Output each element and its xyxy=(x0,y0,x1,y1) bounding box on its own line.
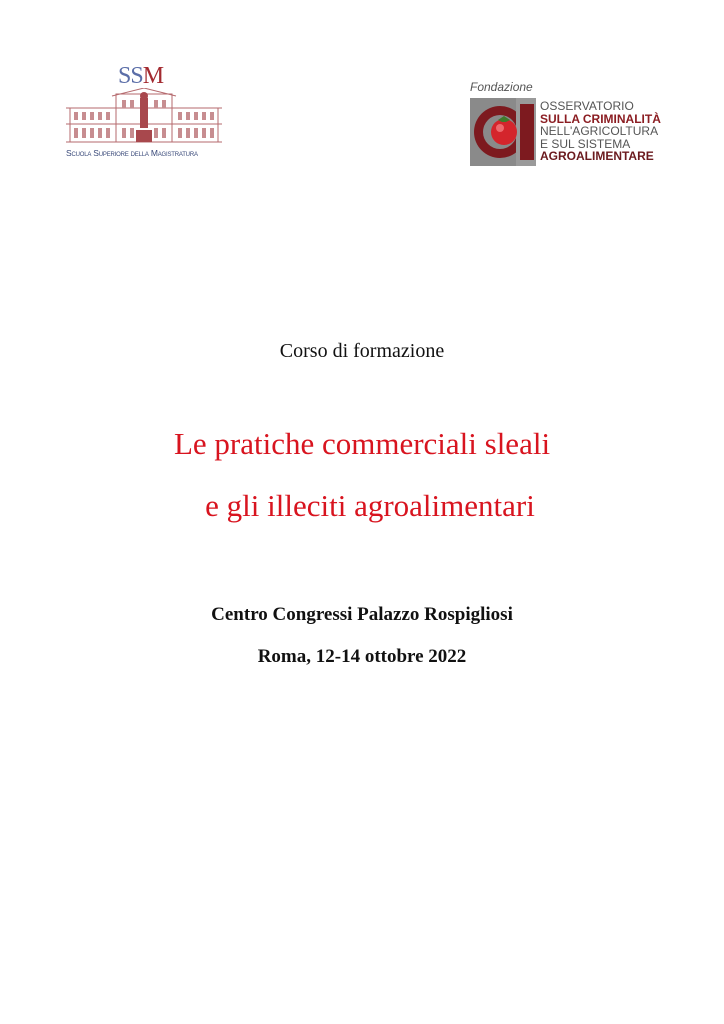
ssm-letter-s2: S xyxy=(130,63,143,89)
venue: Centro Congressi Palazzo Rospigliosi xyxy=(211,604,513,625)
ssm-logo xyxy=(66,60,222,166)
foundation-logo xyxy=(468,80,684,170)
foundation-text xyxy=(540,100,661,163)
event-dates: Roma, 12-14 ottobre 2022 xyxy=(257,646,467,667)
ssm-letters xyxy=(118,64,163,88)
foundation-line-3: NELL'AGRICOLTURA xyxy=(540,124,659,138)
foundation-line-1: OSSERVATORIO xyxy=(540,99,634,113)
title-line-2: e gli illeciti agroalimentari xyxy=(205,488,535,523)
title-line-1: Le pratiche commerciali sleali xyxy=(173,426,551,461)
course-label: Corso di formazione xyxy=(279,340,445,362)
foundation-label: Fondazione xyxy=(470,80,533,94)
tomato-emblem-icon xyxy=(470,98,536,166)
foundation-line-5: AGROALIMENTARE xyxy=(540,149,654,163)
ssm-caption: Scuola Superiore della Magistratura xyxy=(66,148,198,158)
ssm-letter-s1: S xyxy=(118,63,131,89)
ssm-letter-m: M xyxy=(142,63,164,89)
foundation-line-4: E SUL SISTEMA xyxy=(540,136,631,151)
foundation-line-2: SULLA CRIMINALITÀ xyxy=(540,111,661,126)
palace-building-icon xyxy=(66,88,222,146)
